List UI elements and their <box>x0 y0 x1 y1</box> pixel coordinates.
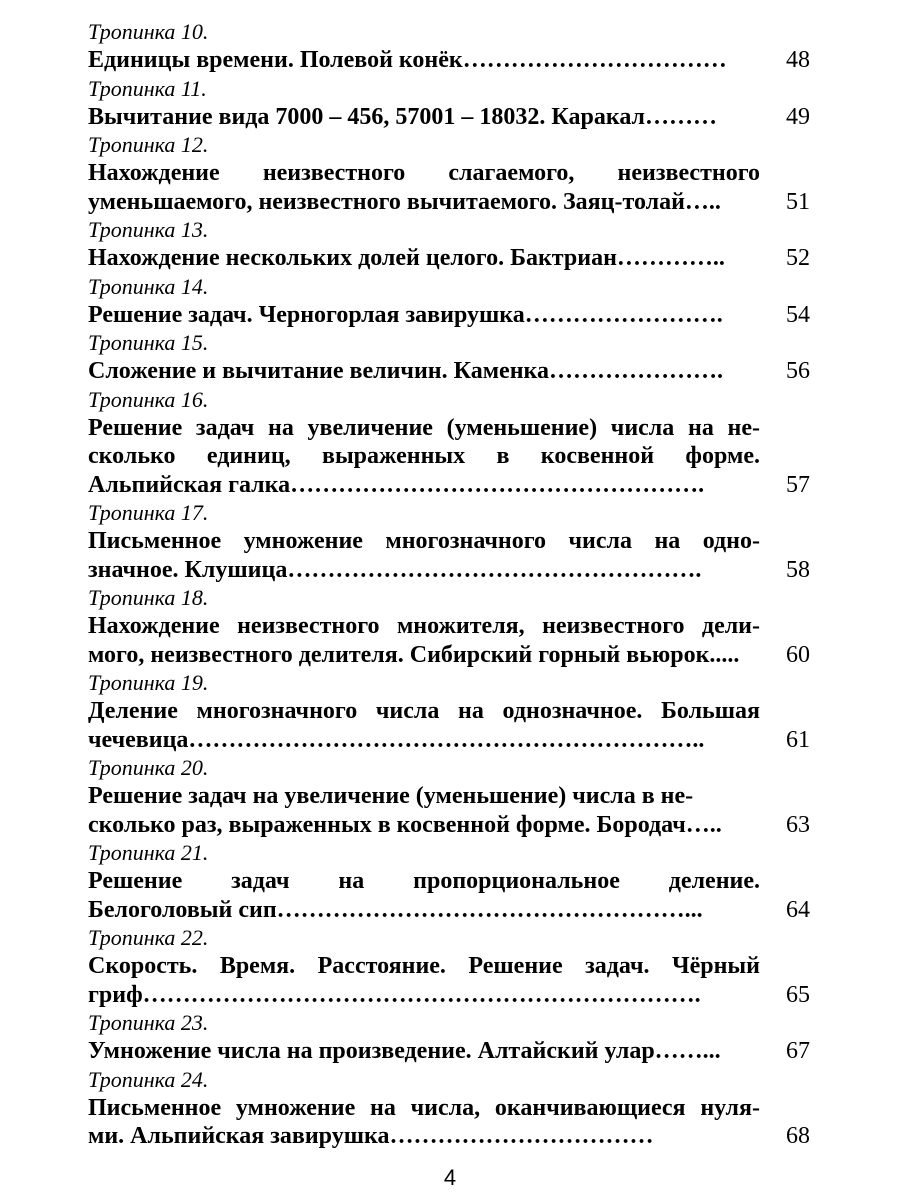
toc-entry-title: значное. Клушица……………………………………………. <box>88 556 702 583</box>
toc-entry-title: Умножение числа на произведение. Алтайский улар……... <box>88 1038 721 1064</box>
toc-entry-page: 61 <box>786 726 810 753</box>
toc-entry-title: гриф……………………………………………………………. <box>88 981 701 1008</box>
toc-entry-line <box>88 244 820 273</box>
toc-entry <box>88 1066 820 1151</box>
toc-entry-line <box>88 442 820 471</box>
toc-entry <box>88 75 820 132</box>
toc-entry-title: Решение задач на пропорциональное деление. <box>88 868 760 894</box>
toc-entry-line <box>88 188 820 217</box>
toc-entry-line <box>88 867 820 896</box>
toc-entry-page: 63 <box>786 811 810 838</box>
toc-entry-page: 57 <box>786 471 810 498</box>
toc-entry-page: 64 <box>786 896 810 923</box>
toc-entry <box>88 273 820 330</box>
toc-entry-tag: Тропинка 20. <box>88 755 209 780</box>
toc-entry-tag: Тропинка 11. <box>88 75 207 101</box>
toc-entry-tag: Тропинка 15. <box>88 330 209 355</box>
toc-entry-title: Нахождение неизвестного слагаемого, неизвестного <box>88 160 760 186</box>
toc-entry-page: 58 <box>786 556 810 583</box>
toc-entry-line <box>88 159 820 188</box>
toc-entry-line <box>88 1094 820 1123</box>
toc-entry-title: Скорость. Время. Расстояние. Решение задач. Чёрный <box>88 953 760 979</box>
toc-entry-line <box>88 981 820 1010</box>
toc-entry-title: уменьшаемого, неизвестного вычитаемого. Заяц-толай….. <box>88 188 721 215</box>
toc-entry-title: Письменное умножение многозначного числа на одно- <box>88 528 760 554</box>
toc-entry <box>88 329 820 386</box>
toc-entry-line <box>88 103 820 132</box>
toc-entry-line <box>88 811 820 840</box>
toc-entry <box>88 499 820 584</box>
toc-entry-title: Сложение и вычитание величин. Каменка…………………. <box>88 358 724 384</box>
toc-entry <box>88 839 820 924</box>
page-number: 4 <box>443 1165 457 1190</box>
toc-entry-title: Альпийская галка……………………………………………. <box>88 471 705 498</box>
toc-entry-line <box>88 952 820 981</box>
toc-entry-line <box>88 414 820 443</box>
toc-entry <box>88 1009 820 1066</box>
toc-entry-title: Решение задач на увеличение (уменьшение) числа на не- <box>88 414 760 441</box>
toc-entry <box>88 386 820 500</box>
toc-entry-page: 56 <box>786 358 810 384</box>
toc-entry-title: Решение задач на увеличение (уменьшение) числа в не- <box>88 783 694 809</box>
toc-entry <box>88 18 820 75</box>
toc-entry-title: Единицы времени. Полевой конёк…………………………… <box>88 47 727 73</box>
toc-entry-tag: Тропинка 10. <box>88 19 209 44</box>
toc-entry-title: Белоголовый сип……………………………………………... <box>88 896 703 923</box>
toc-entry-tag: Тропинка 16. <box>88 386 209 412</box>
toc-entry-line <box>88 46 820 75</box>
toc-entry-title: сколько раз, выраженных в косвенной форме. Бородач….. <box>88 811 722 838</box>
toc-entry-line <box>88 301 820 330</box>
toc-entry-line <box>88 782 820 811</box>
toc-entry-page: 48 <box>786 47 810 73</box>
toc-entry <box>88 754 820 839</box>
toc-entry-title: чечевица……………………………………………………….. <box>88 726 705 753</box>
toc-entry-title: сколько единиц, выраженных в косвенной форме. <box>88 443 760 469</box>
toc-entry-title: Вычитание вида 7000 – 456, 57001 – 18032. Каракал……… <box>88 103 718 130</box>
toc-entry-line <box>88 1037 820 1066</box>
toc-entry-page: 67 <box>786 1038 810 1064</box>
toc-entry-line <box>88 641 820 670</box>
toc-entry-line <box>88 527 820 556</box>
toc-entry-page: 52 <box>786 245 810 271</box>
toc-entry <box>88 924 820 1009</box>
toc-entry-page: 51 <box>786 188 810 215</box>
toc-entry-page: 60 <box>786 641 810 668</box>
toc-entry-tag: Тропинка 24. <box>88 1066 209 1092</box>
toc-entry-title: мого, неизвестного делителя. Сибирский горный вьюрок..... <box>88 641 740 668</box>
toc-entry-title: Нахождение неизвестного множителя, неизвестного дели- <box>88 613 760 639</box>
toc-entry-tag: Тропинка 12. <box>88 132 209 157</box>
toc-entry-page: 68 <box>786 1123 810 1149</box>
toc-entry-title: Решение задач. Черногорлая завирушка……………………. <box>88 301 723 328</box>
toc-entry-line <box>88 357 820 386</box>
toc-entry-title: Деление многозначного числа на однозначное. Большая <box>88 698 760 724</box>
toc-entry-line <box>88 896 820 925</box>
toc-entry-line <box>88 697 820 726</box>
toc-entry-tag: Тропинка 21. <box>88 840 209 865</box>
toc-entry-title: Нахождение нескольких долей целого. Бактриан………….. <box>88 245 725 271</box>
toc-entry-page: 54 <box>786 301 810 328</box>
toc-entry-tag: Тропинка 22. <box>88 925 209 950</box>
toc-entry-line <box>88 612 820 641</box>
toc-entry <box>88 216 820 273</box>
toc-entry-page: 49 <box>786 103 810 130</box>
toc-entry-line <box>88 556 820 585</box>
toc-entry <box>88 584 820 669</box>
toc-entry-line <box>88 471 820 500</box>
toc-entry <box>88 669 820 754</box>
toc-entry-title: ми. Альпийская завирушка…………………………… <box>88 1123 654 1149</box>
toc-entry-tag: Тропинка 17. <box>88 500 209 525</box>
toc-entry-tag: Тропинка 19. <box>88 670 209 695</box>
toc-entry-page: 65 <box>786 981 810 1008</box>
toc-entry <box>88 131 820 216</box>
toc-entry-line <box>88 1122 820 1151</box>
toc-entry-tag: Тропинка 23. <box>88 1010 209 1035</box>
toc-entry-tag: Тропинка 18. <box>88 585 209 610</box>
toc-entry-tag: Тропинка 13. <box>88 217 209 242</box>
toc-entry-title: Письменное умножение на числа, оканчивающиеся нуля- <box>88 1094 760 1121</box>
toc-entry-tag: Тропинка 14. <box>88 273 209 299</box>
toc-entry-line <box>88 726 820 755</box>
table-of-contents <box>88 18 820 1151</box>
